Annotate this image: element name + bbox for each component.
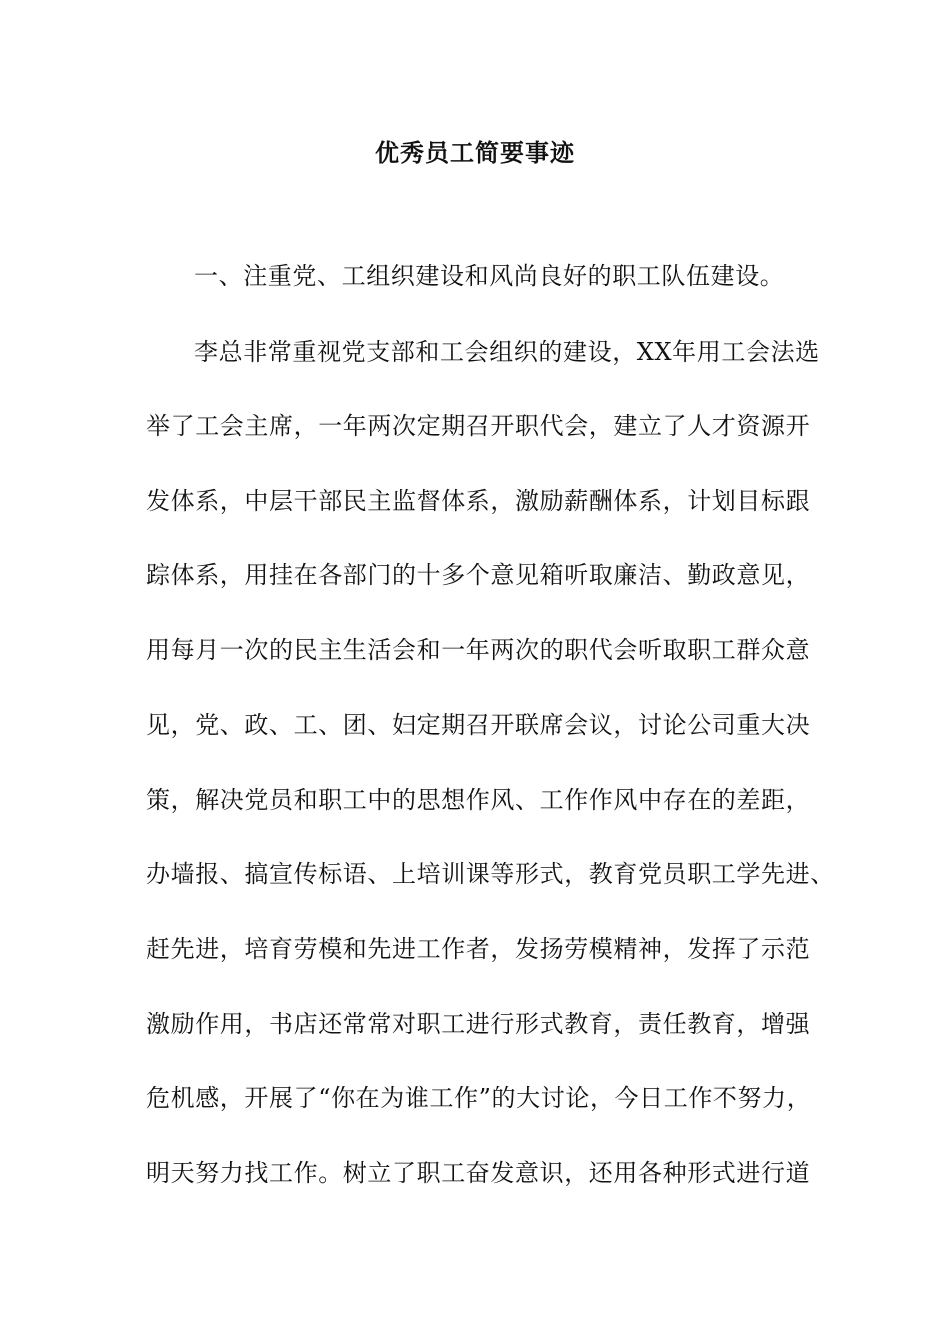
paragraph-line: 激励作用，书店还常常对职工进行形式教育，责任教育，增强 [146,1010,811,1038]
paragraph-line: 办墙报、搞宣传标语、上培训课等形式，教育党员职工学先进、 [146,860,835,888]
document-title: 优秀员工简要事迹 [375,139,575,167]
paragraph-line: 踪体系，用挂在各部门的十多个意见箱听取廉洁、勤政意见， [146,561,811,589]
paragraph-line: 策，解决党员和职工中的思想作风、工作作风中存在的差距， [146,786,811,814]
paragraph-line: 见，党、政、工、团、妇定期召开联席会议，讨论公司重大决 [146,711,811,739]
paragraph-line: 赶先进，培育劳模和先进工作者，发扬劳模精神，发挥了示范 [146,935,811,963]
paragraph-line: 举了工会主席，一年两次定期召开职代会，建立了人才资源开 [146,412,811,440]
paragraph-line: 李总非常重视党支部和工会组织的建设，XX年用工会法选 [194,338,820,366]
paragraph-line: 用每月一次的民主生活会和一年两次的职代会听取职工群众意 [146,636,811,664]
paragraph-line: 明天努力找工作。树立了职工奋发意识，还用各种形式进行道 [146,1159,811,1187]
paragraph-line: 发体系，中层干部民主监督体系，激励薪酬体系，计划目标跟 [146,487,811,515]
paragraph-line: 危机感，开展了“你在为谁工作”的大讨论，今日工作不努力， [146,1084,812,1112]
paragraph-line: 一、注重党、工组织建设和风尚良好的职工队伍建设。 [194,262,785,290]
